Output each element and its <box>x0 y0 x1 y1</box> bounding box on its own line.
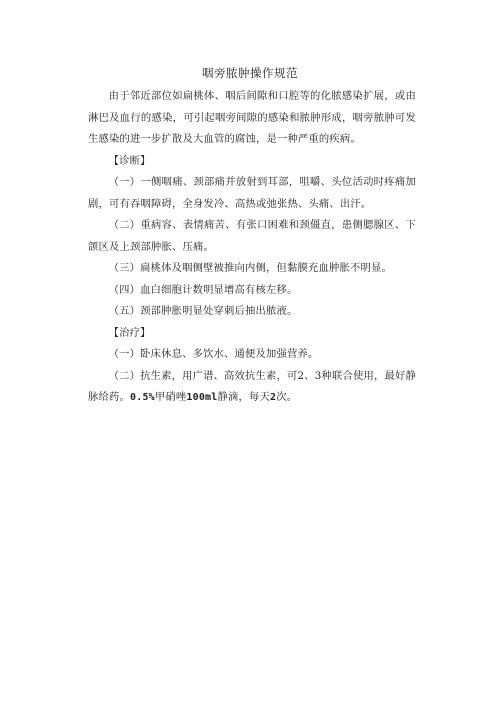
treatment-heading: 【治疗】 <box>108 326 151 339</box>
dosage-concentration: 0.5% <box>130 392 155 403</box>
diagnosis-heading: 【诊断】 <box>108 154 151 167</box>
diagnosis-item-1: （一）一侧咽痛、颈部痛并放射到耳部，咀嚼、头位活动时疼痛加剧，可有吞咽障碍，全身发冷、高热或弛张热、头痛、出汗。 <box>88 176 416 210</box>
drug-name: 甲硝唑 <box>154 391 187 403</box>
document-body <box>88 86 416 409</box>
treatment-item-2-text: （二）抗生素，用广谱、高效抗生素，可2、3种联合使用，最好静脉给药。 <box>88 369 417 403</box>
diagnosis-item-3: （三）扁桃体及咽侧壁被推向内侧，但黏膜充血肿胀不明显。 <box>108 262 393 274</box>
diagnosis-item-2: （二）重病容、表情痛苦、有张口困难和颈僵直，患侧腮腺区、下颌区及上颈部肿胀、压痛。 <box>88 219 416 253</box>
frequency-unit: 次。 <box>276 391 298 403</box>
dosage-frequency: 2 <box>269 392 277 403</box>
diagnosis-item-5: （五）颈部肿胀明显处穿刺后抽出脓液。 <box>108 305 298 317</box>
treatment-item-1: （一）卧床休息、多饮水、通便及加强营养。 <box>108 348 319 360</box>
dosage-volume: 100ml <box>186 392 218 403</box>
treatment-item-2 <box>88 366 416 409</box>
document-title: 咽旁脓肿操作规范 <box>202 66 298 80</box>
administration-text: 静滴，每天 <box>217 391 270 403</box>
diagnosis-item-4: （四）血白细胞计数明显增高有核左移。 <box>108 283 298 296</box>
intro-paragraph: 由于邻近部位如扁桃体、咽后间隙和口腔等的化脓感染扩展，或由淋巴及血行的感染，可引起咽旁间隙的感染和脓肿形成，咽旁脓肿可发生感染的进一步扩散及大血管的腐蚀，是一种严重的疾病。 <box>88 90 416 145</box>
